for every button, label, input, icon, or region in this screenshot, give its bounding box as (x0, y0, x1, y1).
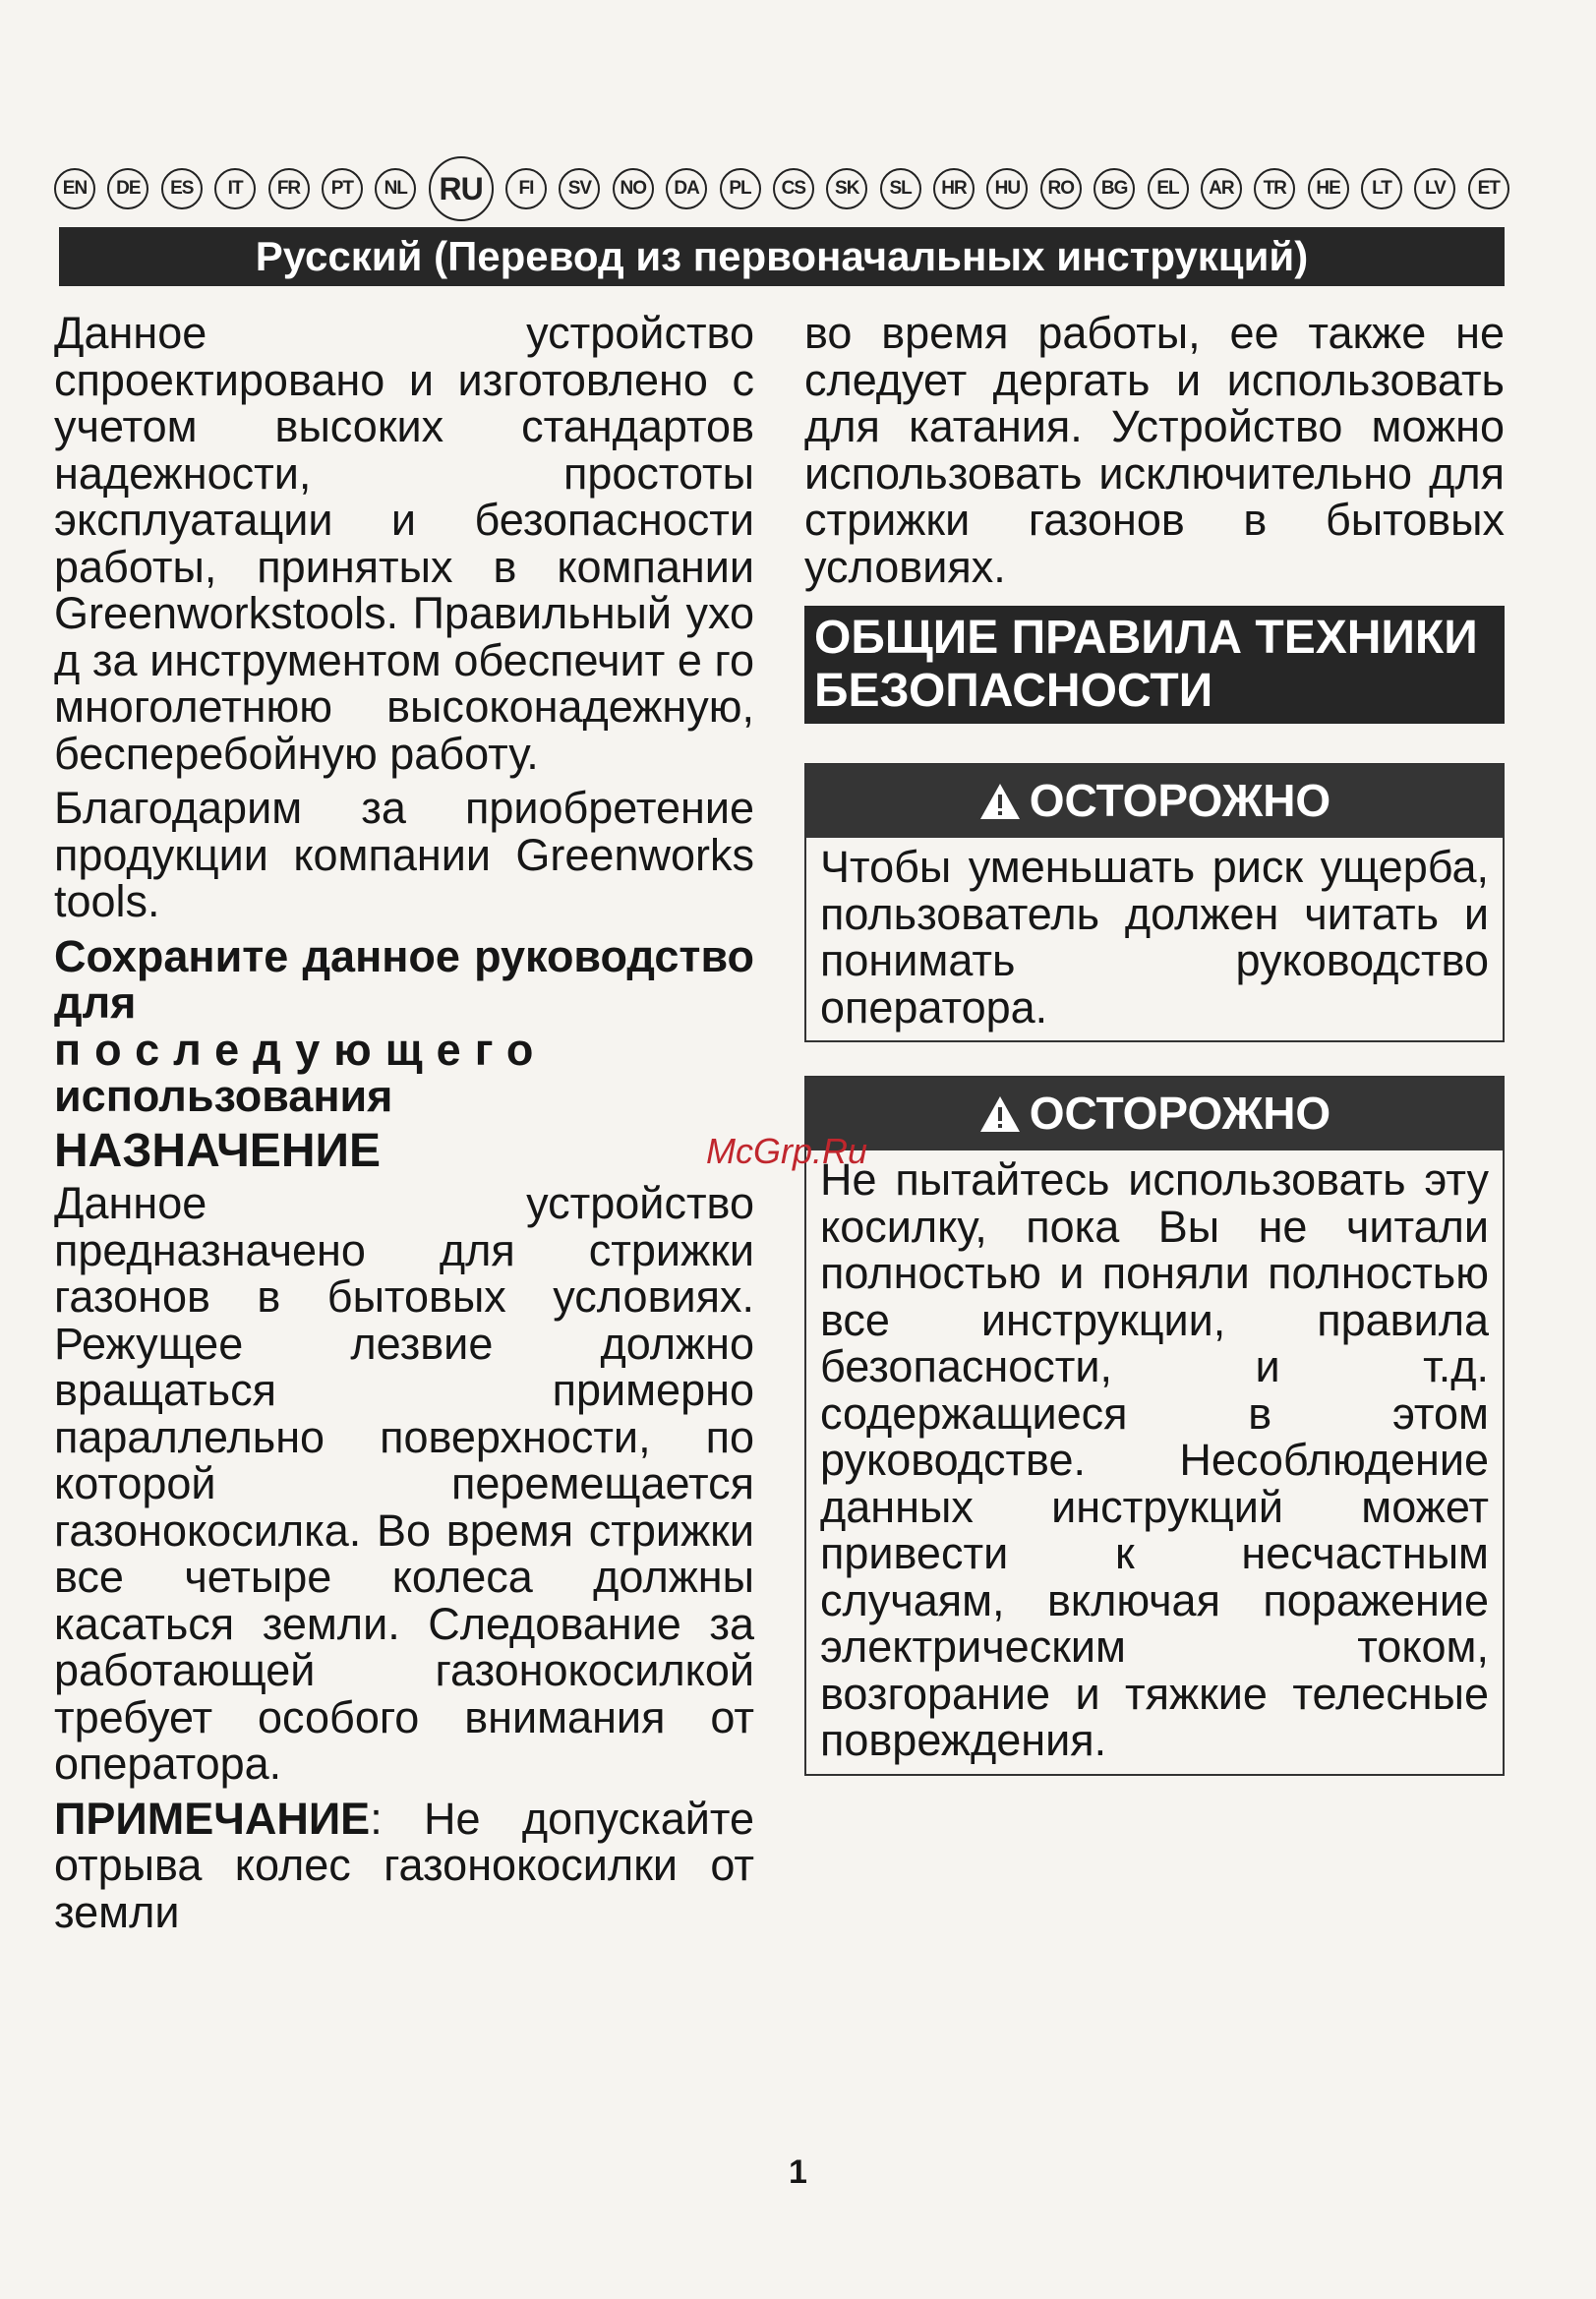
lang-hr[interactable]: HR (933, 168, 975, 209)
note-label: ПРИМЕЧАНИЕ (54, 1793, 371, 1844)
warning-text-1: Чтобы уменьшать риск ущерба, пользователь должен читать и понимать руководство оператора. (820, 842, 1489, 1032)
lang-cs[interactable]: CS (773, 168, 814, 209)
warning-box-1 (804, 763, 1505, 1042)
lang-fi[interactable]: FI (505, 168, 547, 209)
safety-rules-heading: ОБЩИЕ ПРАВИЛА ТЕХНИКИ БЕЗОПАСНОСТИ (804, 606, 1505, 724)
lang-nl[interactable]: NL (375, 168, 416, 209)
lang-sv[interactable]: SV (559, 168, 600, 209)
lang-pl[interactable]: PL (720, 168, 761, 209)
lang-et[interactable]: ET (1468, 168, 1509, 209)
note-text: : Не допускайте отрыва колес газонокосилки от земли (54, 1793, 754, 1937)
note-paragraph (54, 1793, 754, 1937)
lang-it[interactable]: IT (214, 168, 256, 209)
lang-tr[interactable]: TR (1254, 168, 1295, 209)
lang-lv[interactable]: LV (1414, 168, 1455, 209)
warning-text-2: Не пытайтесь использовать эту косилку, пока Вы не читали полностью и поняли полностью все инструкции, правила безопасности, и т.д. содержащиеся в этом руководстве. Несоблюдение данных инструкций может привести к несчастным случаям, включая поражение электрическим током, возгорание и тяжкие телесные повреждения. (820, 1154, 1489, 1765)
warning-triangle-icon (978, 1094, 1022, 1134)
warning-title-2: ОСТОРОЖНО (1029, 1088, 1331, 1140)
lang-de[interactable]: DE (107, 168, 148, 209)
lang-sl[interactable]: SL (880, 168, 921, 209)
language-banner: Русский (Перевод из первоначальных инструкций) (59, 227, 1505, 286)
right-column (804, 310, 1505, 1809)
lang-lt[interactable]: LT (1361, 168, 1402, 209)
warning-header-1 (806, 765, 1503, 838)
lang-da[interactable]: DA (666, 168, 707, 209)
lang-bg[interactable]: BG (1094, 168, 1135, 209)
lang-fr[interactable]: FR (268, 168, 310, 209)
save-manual-line-2: последующего (54, 1024, 548, 1075)
thanks-paragraph: Благодарим за приобретение продукции компании Greenworks tools. (54, 783, 754, 926)
intro-paragraph: Данное устройство спроектировано и изготовлено с учетом высоких стандартов надежности, простоты эксплуатации и безопасности работы, принятых в компании Greenworkstools. Правильный ухо д за инструментом обеспечит е го многолетнюю высоконадежную, бесперебойную работу. (54, 308, 754, 779)
language-selector (54, 165, 1509, 212)
lang-he[interactable]: HE (1308, 168, 1349, 209)
lang-ru-active[interactable]: RU (429, 156, 494, 221)
warning-title-1: ОСТОРОЖНО (1029, 775, 1331, 827)
left-column (54, 310, 754, 1943)
lang-es[interactable]: ES (161, 168, 203, 209)
save-manual-line-3: использования (54, 1071, 393, 1121)
continuation-paragraph: во время работы, ее также не следует дергать и использовать для катания. Устройство можно использовать исключительно для стрижки газонов в бытовых условиях. (804, 308, 1505, 592)
save-manual-line-1: Сохраните данное руководство для (54, 930, 754, 1028)
lang-hu[interactable]: HU (986, 168, 1028, 209)
warning-box-2 (804, 1076, 1505, 1776)
purpose-paragraph: Данное устройство предназначено для стрижки газонов в бытовых условиях. Режущее лезвие должно вращаться примерно параллельно поверхности, по которой перемещается газонокосилка. Во время стрижки все четыре колеса должны касаться земли. Следование за работающей газонокосилкой требует особого внимания от оператора. (54, 1178, 754, 1789)
lang-pt[interactable]: PT (322, 168, 363, 209)
lang-ar[interactable]: AR (1201, 168, 1242, 209)
lang-en[interactable]: EN (54, 168, 95, 209)
warning-triangle-icon (978, 782, 1022, 821)
lang-sk[interactable]: SK (826, 168, 867, 209)
watermark: McGrp.Ru (706, 1131, 868, 1171)
lang-el[interactable]: EL (1148, 168, 1189, 209)
lang-no[interactable]: NO (613, 168, 654, 209)
warning-header-2 (806, 1078, 1503, 1150)
purpose-heading: НАЗНАЧЕНИЕ (54, 1124, 381, 1177)
page-number: 1 (789, 2153, 807, 2191)
lang-ro[interactable]: RO (1040, 168, 1082, 209)
